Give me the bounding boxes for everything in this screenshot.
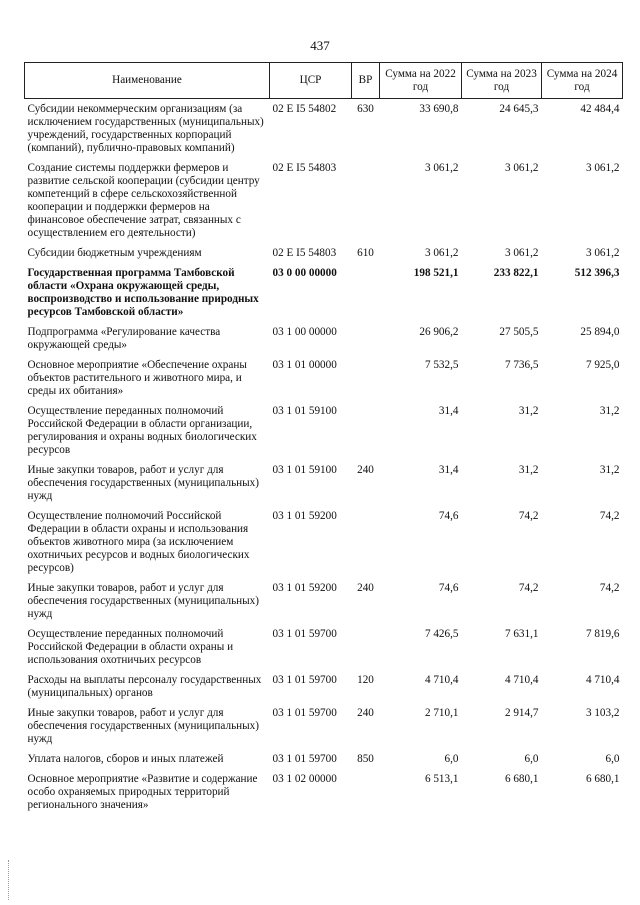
- cell-name: Субсидии бюджетным учреждениям: [27, 247, 202, 259]
- table-row: [25, 158, 623, 243]
- cell-csr: 03 1 01 59100: [272, 464, 337, 476]
- cell-name: Основное мероприятие «Обеспечение охраны объектов растительного и животного мира, и среды их обитания»: [27, 359, 247, 397]
- table-row: [25, 460, 623, 506]
- cell-csr: 02 E I5 54803: [272, 247, 337, 259]
- table-row: [25, 506, 623, 578]
- table-row: [25, 322, 623, 355]
- cell-2024: 74,2: [599, 510, 620, 522]
- table-body: [25, 99, 623, 816]
- cell-2023: 74,2: [518, 582, 539, 594]
- cell-2024: 7 925,0: [585, 359, 620, 371]
- cell-2022: 31,4: [438, 405, 459, 417]
- cell-name: Подпрограмма «Регулирование качества окружающей среды»: [27, 326, 221, 351]
- cell-vr: 610: [357, 247, 374, 259]
- cell-2024: 31,2: [599, 464, 620, 476]
- cell-name: Расходы на выплаты персоналу государственных (муниципальных) органов: [27, 674, 262, 699]
- cell-2024: 3 061,2: [585, 162, 620, 174]
- cell-2022: 31,4: [438, 464, 459, 476]
- cell-2022: 33 690,8: [419, 103, 459, 115]
- cell-2023: 24 645,3: [499, 103, 539, 115]
- cell-csr: 03 1 02 00000: [272, 773, 337, 785]
- table-row: [25, 263, 623, 322]
- table-row: [25, 769, 623, 815]
- cell-2023: 31,2: [518, 405, 539, 417]
- header-2024: Сумма на 2024 год: [542, 63, 623, 99]
- cell-vr: [352, 322, 380, 355]
- cell-2022: 7 426,5: [424, 628, 459, 640]
- table-row: [25, 99, 623, 159]
- cell-csr: 02 E I5 54802: [272, 103, 337, 115]
- cell-2022: 6 513,1: [424, 773, 459, 785]
- cell-vr: [352, 355, 380, 401]
- cell-2023: 2 914,7: [504, 707, 539, 719]
- table-row: [25, 624, 623, 670]
- cell-2022: 2 710,1: [424, 707, 459, 719]
- table-row: [25, 703, 623, 749]
- cell-name: Субсидии некоммерческим организациям (за исключением государственных (муниципальных) учреждений, государственных корпораций (компаний), публично-правовых компаний): [27, 103, 264, 154]
- table-row: [25, 670, 623, 703]
- table-row: [25, 749, 623, 769]
- cell-vr: [352, 769, 380, 815]
- cell-2024: 4 710,4: [585, 674, 620, 686]
- table-row: [25, 578, 623, 624]
- cell-2023: 7 631,1: [504, 628, 539, 640]
- table-row: [25, 401, 623, 460]
- cell-csr: 03 1 01 00000: [272, 359, 337, 371]
- cell-vr: [352, 624, 380, 670]
- cell-2022: 6,0: [444, 753, 459, 765]
- cell-2023: 74,2: [518, 510, 539, 522]
- cell-vr: 240: [357, 582, 374, 594]
- header-name: Наименование: [25, 63, 270, 99]
- header-2022: Сумма на 2022 год: [380, 63, 462, 99]
- cell-vr: 850: [357, 753, 374, 765]
- cell-csr: 03 1 01 59100: [272, 405, 337, 417]
- cell-csr: 03 1 01 59700: [272, 707, 337, 719]
- cell-2022: 4 710,4: [424, 674, 459, 686]
- cell-vr: 240: [357, 707, 374, 719]
- cell-2022: 26 906,2: [419, 326, 459, 338]
- cell-2023: 27 505,5: [499, 326, 539, 338]
- cell-2024: 6 680,1: [585, 773, 620, 785]
- cell-2024: 31,2: [599, 405, 620, 417]
- header-2023: Сумма на 2023 год: [462, 63, 542, 99]
- cell-vr: 120: [357, 674, 374, 686]
- margin-dots: [8, 860, 11, 900]
- cell-2023: 6,0: [524, 753, 539, 765]
- cell-2023: 3 061,2: [504, 247, 539, 259]
- cell-2023: 31,2: [518, 464, 539, 476]
- cell-2022: 74,6: [438, 510, 459, 522]
- cell-csr: 03 0 00 00000: [272, 267, 337, 279]
- cell-2022: 3 061,2: [424, 162, 459, 174]
- cell-name: Иные закупки товаров, работ и услуг для обеспечения государственных (муниципальных) нужд: [27, 582, 259, 620]
- cell-csr: 03 1 01 59700: [272, 628, 337, 640]
- cell-csr: 02 E I5 54803: [272, 162, 337, 174]
- cell-2023: 6 680,1: [504, 773, 539, 785]
- cell-csr: 03 1 00 00000: [272, 326, 337, 338]
- cell-vr: [352, 263, 380, 322]
- cell-2024: 42 484,4: [580, 103, 620, 115]
- cell-name: Осуществление переданных полномочий Российской Федерации в области организации, регулирования и охраны водных биологических ресурсов: [27, 405, 257, 456]
- cell-csr: 03 1 01 59200: [272, 510, 337, 522]
- cell-2023: 4 710,4: [504, 674, 539, 686]
- cell-2024: 3 061,2: [585, 247, 620, 259]
- cell-name: Осуществление переданных полномочий Российской Федерации в области охраны и использования охотничьих ресурсов: [27, 628, 234, 666]
- cell-2024: 25 894,0: [580, 326, 620, 338]
- table-header-row: [25, 63, 623, 99]
- cell-2024: 74,2: [599, 582, 620, 594]
- cell-name: Создание системы поддержки фермеров и развитие сельской кооперации (субсидии центру компетенций в сфере сельскохозяйственной кооперации и поддержки фермеров на финансовое обеспечение затрат, связанных с осуществлением его деятельности): [27, 162, 260, 239]
- cell-2023: 7 736,5: [504, 359, 539, 371]
- header-vr: ВР: [352, 63, 380, 99]
- cell-2022: 198 521,1: [413, 267, 459, 279]
- cell-vr: 240: [357, 464, 374, 476]
- cell-name: Основное мероприятие «Развитие и содержание особо охраняемых природных территорий регионального значения»: [27, 773, 258, 811]
- page-number: 437: [310, 38, 330, 53]
- cell-2022: 74,6: [438, 582, 459, 594]
- cell-2024: 6,0: [605, 753, 620, 765]
- cell-csr: 03 1 01 59700: [272, 753, 337, 765]
- cell-vr: 630: [357, 103, 374, 115]
- cell-2024: 512 396,3: [574, 267, 620, 279]
- cell-vr: [352, 401, 380, 460]
- cell-csr: 03 1 01 59700: [272, 674, 337, 686]
- budget-table: [24, 62, 623, 815]
- cell-2023: 3 061,2: [504, 162, 539, 174]
- cell-name: Уплата налогов, сборов и иных платежей: [27, 753, 224, 765]
- cell-2024: 7 819,6: [585, 628, 620, 640]
- table-row: [25, 243, 623, 263]
- cell-2022: 3 061,2: [424, 247, 459, 259]
- cell-vr: [352, 158, 380, 243]
- table-row: [25, 355, 623, 401]
- cell-name: Государственная программа Тамбовской области «Охрана окружающей среды, воспроизводство и использование природных ресурсов Тамбовской области»: [27, 267, 259, 318]
- cell-name: Иные закупки товаров, работ и услуг для обеспечения государственных (муниципальных) нужд: [27, 464, 259, 502]
- cell-csr: 03 1 01 59200: [272, 582, 337, 594]
- cell-2023: 233 822,1: [493, 267, 539, 279]
- header-csr: ЦСР: [270, 63, 352, 99]
- cell-2024: 3 103,2: [585, 707, 620, 719]
- cell-name: Иные закупки товаров, работ и услуг для обеспечения государственных (муниципальных) нужд: [27, 707, 259, 745]
- cell-name: Осуществление полномочий Российской Федерации в области охраны и использования объектов животного мира (за исключением охотничьих ресурсов и водных биологических ресурсов): [27, 510, 250, 574]
- cell-2022: 7 532,5: [424, 359, 459, 371]
- cell-vr: [352, 506, 380, 578]
